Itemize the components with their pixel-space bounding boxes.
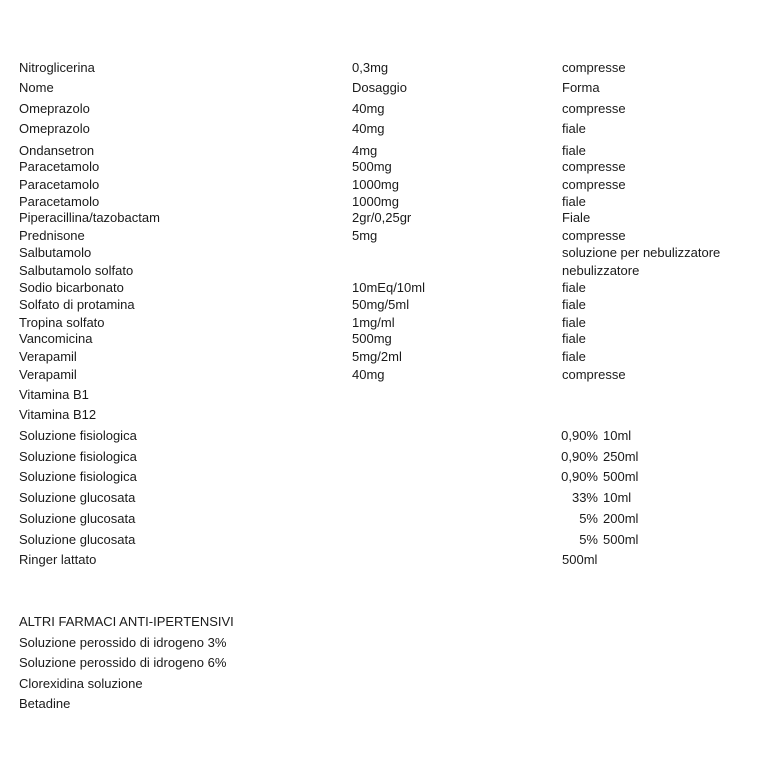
solution-name: Soluzione glucosata: [19, 490, 136, 505]
table-row: [0, 210, 768, 226]
drug-form: compresse: [562, 101, 626, 116]
solution-name: Ringer lattato: [19, 552, 97, 567]
drug-form: compresse: [562, 228, 626, 243]
solution-volume: 200ml: [603, 511, 639, 526]
solution-name: Soluzione glucosata: [19, 532, 136, 547]
drug-dose: 0,3mg: [352, 60, 389, 75]
solution-row: [0, 490, 768, 506]
drug-name: Solfato di protamina: [19, 297, 135, 312]
drug-form: fiale: [562, 143, 586, 158]
solution-row: [0, 469, 768, 485]
header-form: Forma: [562, 80, 600, 95]
solution-row: [0, 552, 768, 568]
drug-name: Verapamil: [19, 349, 77, 364]
drug-dose: 500mg: [352, 331, 392, 346]
solution-volume: 500ml: [603, 532, 639, 547]
drug-form: fiale: [562, 331, 586, 346]
list-item: [0, 635, 768, 651]
solution-volume: 10ml: [603, 490, 632, 505]
table-row: [0, 331, 768, 347]
table-row: [0, 60, 768, 76]
drug-dose: 5mg: [352, 228, 378, 243]
solution-volume: 500ml: [562, 552, 598, 567]
drug-form: compresse: [562, 159, 626, 174]
drug-form: soluzione per nebulizzatore: [562, 245, 721, 260]
drug-name: Paracetamolo: [19, 194, 100, 209]
drug-name: Salbutamolo solfato: [19, 263, 134, 278]
drug-name: Sodio bicarbonato: [19, 280, 124, 295]
drug-dose: 5mg/2ml: [352, 349, 402, 364]
solution-volume: 10ml: [603, 428, 632, 443]
drug-dose: 50mg/5ml: [352, 297, 410, 312]
table-row: [0, 387, 768, 403]
drug-dose: 40mg: [352, 367, 385, 382]
drug-dose: 10mEq/10ml: [352, 280, 425, 295]
solution-percent: 5%: [579, 511, 598, 526]
table-row: [0, 143, 768, 159]
drug-form: fiale: [562, 280, 586, 295]
drug-name: Paracetamolo: [19, 177, 100, 192]
solution-volume: 500ml: [603, 469, 639, 484]
drug-form: fiale: [562, 349, 586, 364]
solution-volume: 250ml: [603, 449, 639, 464]
other-item: Soluzione perossido di idrogeno 6%: [19, 655, 227, 670]
section-heading: [0, 614, 768, 630]
solution-name: Soluzione glucosata: [19, 511, 136, 526]
drug-form: fiale: [562, 121, 586, 136]
table-row: [0, 315, 768, 331]
drug-name: Tropina solfato: [19, 315, 105, 330]
header-name: Nome: [19, 80, 54, 95]
table-row: [0, 263, 768, 279]
table-row: [0, 177, 768, 193]
table-row: [0, 349, 768, 365]
drug-dose: 500mg: [352, 159, 392, 174]
header-dose: Dosaggio: [352, 80, 407, 95]
table-row: [0, 228, 768, 244]
solution-row: [0, 449, 768, 465]
other-item: Betadine: [19, 696, 71, 711]
table-row: [0, 159, 768, 175]
table-row: [0, 297, 768, 313]
drug-name: Piperacillina/tazobactam: [19, 210, 160, 225]
solution-name: Soluzione fisiologica: [19, 428, 137, 443]
drug-form: Fiale: [562, 210, 591, 225]
drug-form: fiale: [562, 194, 586, 209]
drug-dose: 40mg: [352, 121, 385, 136]
table-row: [0, 367, 768, 383]
table-row: [0, 280, 768, 296]
drug-form: fiale: [562, 315, 586, 330]
drug-form: fiale: [562, 297, 586, 312]
drug-name: Vitamina B1: [19, 387, 89, 402]
drug-form: compresse: [562, 367, 626, 382]
drug-name: Vancomicina: [19, 331, 93, 346]
drug-dose: 1000mg: [352, 177, 399, 192]
drug-name: Paracetamolo: [19, 159, 100, 174]
list-item: [0, 676, 768, 692]
drug-name: Prednisone: [19, 228, 85, 243]
drug-dose: 4mg: [352, 143, 378, 158]
drug-name: Omeprazolo: [19, 121, 90, 136]
drug-form: nebulizzatore: [562, 263, 640, 278]
other-item: Soluzione perossido di idrogeno 3%: [19, 635, 227, 650]
table-row: [0, 121, 768, 137]
drug-name: Omeprazolo: [19, 101, 90, 116]
drug-name: Verapamil: [19, 367, 77, 382]
list-item: [0, 696, 768, 712]
solution-percent: 0,90%: [561, 428, 598, 443]
drug-form: compresse: [562, 60, 626, 75]
solution-percent: 5%: [579, 532, 598, 547]
solution-row: [0, 428, 768, 444]
table-header-row: [0, 80, 768, 96]
solution-percent: 0,90%: [561, 449, 598, 464]
drug-dose: 1000mg: [352, 194, 399, 209]
solution-row: [0, 511, 768, 527]
other-heading: ALTRI FARMACI ANTI-IPERTENSIVI: [19, 614, 234, 629]
table-row: [0, 407, 768, 423]
table-row: [0, 245, 768, 261]
drug-name: Vitamina B12: [19, 407, 97, 422]
drug-dose: 2gr/0,25gr: [352, 210, 412, 225]
list-item: [0, 655, 768, 671]
drug-name: Nitroglicerina: [19, 60, 95, 75]
other-item: Clorexidina soluzione: [19, 676, 143, 691]
drug-dose: 40mg: [352, 101, 385, 116]
solution-percent: 33%: [571, 490, 598, 505]
drug-name: Salbutamolo: [19, 245, 92, 260]
solution-name: Soluzione fisiologica: [19, 469, 137, 484]
solution-row: [0, 532, 768, 548]
drug-form: compresse: [562, 177, 626, 192]
drug-name: Ondansetron: [19, 143, 95, 158]
table-row: [0, 194, 768, 210]
table-row: [0, 101, 768, 117]
solution-percent: 0,90%: [561, 469, 598, 484]
solution-name: Soluzione fisiologica: [19, 449, 137, 464]
drug-dose: 1mg/ml: [352, 315, 395, 330]
